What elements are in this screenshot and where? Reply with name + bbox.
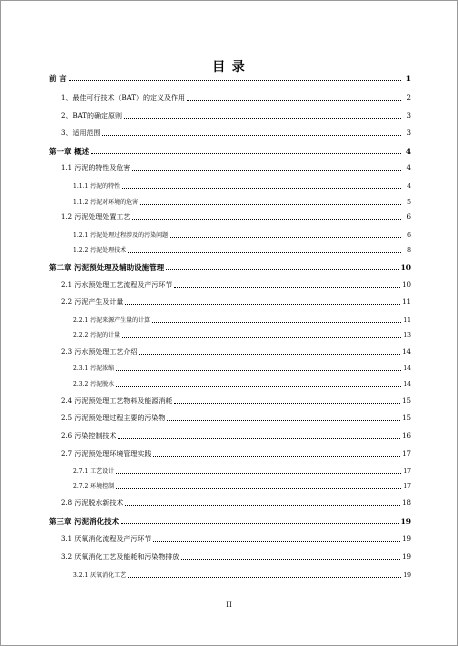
toc-entry-page-number: 14 (403, 365, 411, 372)
toc-entry[interactable] (73, 231, 411, 240)
toc-entry[interactable] (73, 467, 411, 476)
toc-entry-page-number: 15 (402, 397, 411, 405)
toc-chapter-entry[interactable] (49, 74, 411, 83)
toc-entry-page-number: 11 (403, 317, 411, 324)
toc-leader-dots (122, 187, 401, 189)
toc-entry[interactable] (61, 164, 411, 173)
toc-entry-label: 2.7.1 工艺设计 (73, 468, 115, 475)
toc-entry-page-number: 10 (402, 281, 411, 289)
toc-leader-dots (125, 504, 400, 506)
toc-entry-page-number: 17 (402, 450, 411, 458)
toc-entry[interactable] (73, 246, 411, 255)
toc-entry-label: 3.2.1 厌氧消化工艺 (73, 572, 127, 579)
toc-entry-label: 2.3 污水预处理工艺介绍 (61, 348, 138, 356)
toc-entry-label: 3.2 厌氧消化工艺及能耗和污染物排放 (61, 553, 180, 561)
toc-entry-page-number: 19 (402, 553, 411, 561)
toc-leader-dots (153, 540, 400, 542)
toc-entry[interactable] (61, 450, 411, 459)
toc-leader-dots (174, 286, 400, 288)
toc-entry[interactable] (61, 499, 411, 508)
toc-entry-label: 1.1 污泥的特性及危害 (61, 164, 131, 172)
toc-entry[interactable] (61, 553, 411, 562)
toc-entry-label: 2.4 污泥预处理工艺物料及能源消耗 (61, 397, 173, 405)
toc-entry-label: 2、BAT的确定原则 (61, 112, 122, 120)
toc-entry[interactable] (73, 316, 411, 325)
toc-leader-dots (132, 169, 401, 171)
toc-entry-label: 2.5 污泥预处理过程主要的污染物 (61, 414, 166, 422)
toc-entry[interactable] (73, 331, 411, 340)
toc-entry-label: 2.6 污染控制技术 (61, 432, 117, 440)
toc-entry[interactable] (61, 535, 411, 544)
toc-leader-dots (181, 558, 400, 560)
toc-leader-dots (102, 134, 401, 136)
toc-entry-page-number: 13 (403, 332, 411, 339)
toc-leader-dots (139, 353, 400, 355)
toc-entry-label: 2.8 污泥脱水新技术 (61, 499, 124, 507)
toc-entry-page-number: 11 (402, 298, 411, 306)
toc-entry-page-number: 4 (407, 183, 411, 190)
toc-leader-dots (69, 79, 401, 81)
toc-entry-page-number: 5 (407, 199, 411, 206)
toc-entry-label: 1.2.2 污泥处理技术 (73, 247, 127, 254)
toc-entry-page-number: 19 (402, 535, 411, 543)
toc-chapter-entry[interactable] (49, 517, 411, 526)
toc-title: 目 录 (212, 60, 246, 75)
toc-entry-page-number: 18 (402, 499, 411, 507)
toc-leader-dots (153, 455, 400, 457)
toc-leader-dots (140, 203, 401, 205)
toc-entry-label: 1.1.1 污泥的特性 (73, 183, 121, 190)
toc-entry[interactable] (73, 380, 411, 389)
toc-entry-label: 2.2 污泥产生及计量 (61, 298, 124, 306)
toc-entry-label: 2.7.2 环境控制 (73, 483, 115, 490)
toc-entry-page-number: 10 (400, 263, 411, 272)
toc-entry-label: 2.3.2 污泥脱水 (73, 381, 115, 388)
toc-entry-label: 2.3.1 污泥浓缩 (73, 365, 115, 372)
toc-entry-page-number: 17 (403, 483, 411, 490)
toc-leader-dots (152, 321, 401, 323)
toc-entry[interactable] (61, 94, 411, 103)
toc-entry-label: 第二章 污泥预处理及辅助设施管理 (49, 263, 165, 272)
toc-entry-page-number: 14 (403, 381, 411, 388)
toc-leader-dots (116, 385, 401, 387)
toc-leader-dots (174, 402, 400, 404)
toc-entry[interactable] (61, 112, 411, 121)
toc-entry[interactable] (73, 571, 411, 580)
toc-entry[interactable] (73, 182, 411, 191)
toc-leader-dots (121, 522, 398, 524)
toc-entry-page-number: 6 (407, 232, 411, 239)
toc-entry-page-number: 8 (407, 247, 411, 254)
toc-entry-page-number: 4 (406, 164, 411, 172)
toc-entry-page-number: 6 (406, 213, 411, 221)
toc-entry-label: 1.1.2 污泥对环境的危害 (73, 199, 139, 206)
toc-leader-dots (124, 117, 401, 119)
toc-leader-dots (116, 369, 401, 371)
toc-entry-page-number: 15 (402, 414, 411, 422)
toc-entry-label: 2.2.1 污泥来源产生量的计算 (73, 317, 151, 324)
toc-entry-label: 1.2 污泥处理处置工艺 (61, 213, 131, 221)
toc-entry[interactable] (61, 432, 411, 441)
toc-leader-dots (170, 236, 401, 238)
toc-entry[interactable] (61, 414, 411, 423)
toc-entry[interactable] (61, 213, 411, 222)
toc-entry-page-number: 17 (403, 468, 411, 475)
toc-entry-label: 2.7 污泥预处理环境管理实践 (61, 450, 152, 458)
toc-leader-dots (118, 437, 400, 439)
toc-leader-dots (125, 303, 400, 305)
toc-leader-dots (128, 576, 401, 578)
toc-entry-page-number: 19 (403, 572, 411, 579)
toc-leader-dots (116, 472, 401, 474)
toc-leader-dots (132, 218, 401, 220)
toc-entry[interactable] (73, 482, 411, 491)
toc-entry[interactable] (61, 298, 411, 307)
toc-entry-page-number: 14 (402, 348, 411, 356)
toc-entry-label: 1、最佳可行技术（BAT）的定义及作用 (61, 94, 185, 102)
toc-leader-dots (128, 251, 401, 253)
toc-entry-page-number: 3 (406, 129, 411, 137)
toc-chapter-entry[interactable] (49, 147, 411, 156)
toc-entry-label: 2.1 污水预处理工艺流程及产污环节 (61, 281, 173, 289)
toc-leader-dots (91, 152, 401, 154)
toc-entry[interactable] (73, 198, 411, 207)
toc-entry-page-number: 3 (406, 112, 411, 120)
toc-entry-page-number: 19 (400, 517, 411, 526)
toc-entry-page-number: 2 (406, 94, 411, 102)
toc-entry-page-number: 1 (405, 74, 411, 83)
toc-entry[interactable] (61, 281, 411, 290)
toc-entry-label: 3、适用范围 (61, 129, 101, 137)
toc-leader-dots (122, 336, 401, 338)
page-number-footer: II (226, 601, 232, 609)
toc-entry-label: 第一章 概述 (49, 147, 90, 156)
toc-entry-label: 前 言 (49, 74, 67, 83)
toc-entry-label: 2.2.2 污泥的计量 (73, 332, 121, 339)
toc-entry-page-number: 16 (402, 432, 411, 440)
toc-entry[interactable] (61, 348, 411, 357)
toc-entry[interactable] (61, 397, 411, 406)
toc-entry[interactable] (61, 129, 411, 138)
toc-entry[interactable] (73, 364, 411, 373)
toc-leader-dots (167, 419, 400, 421)
toc-leader-dots (187, 99, 401, 101)
toc-chapter-entry[interactable] (49, 263, 411, 272)
toc-entry-label: 3.1 厌氧消化流程及产污环节 (61, 535, 152, 543)
toc-leader-dots (116, 487, 401, 489)
toc-entry-label: 1.2.1 污泥处理过程涉及的污染问题 (73, 232, 169, 239)
toc-entry-label: 第三章 污泥消化技术 (49, 517, 120, 526)
toc-entry-page-number: 4 (405, 147, 411, 156)
toc-leader-dots (166, 268, 398, 270)
